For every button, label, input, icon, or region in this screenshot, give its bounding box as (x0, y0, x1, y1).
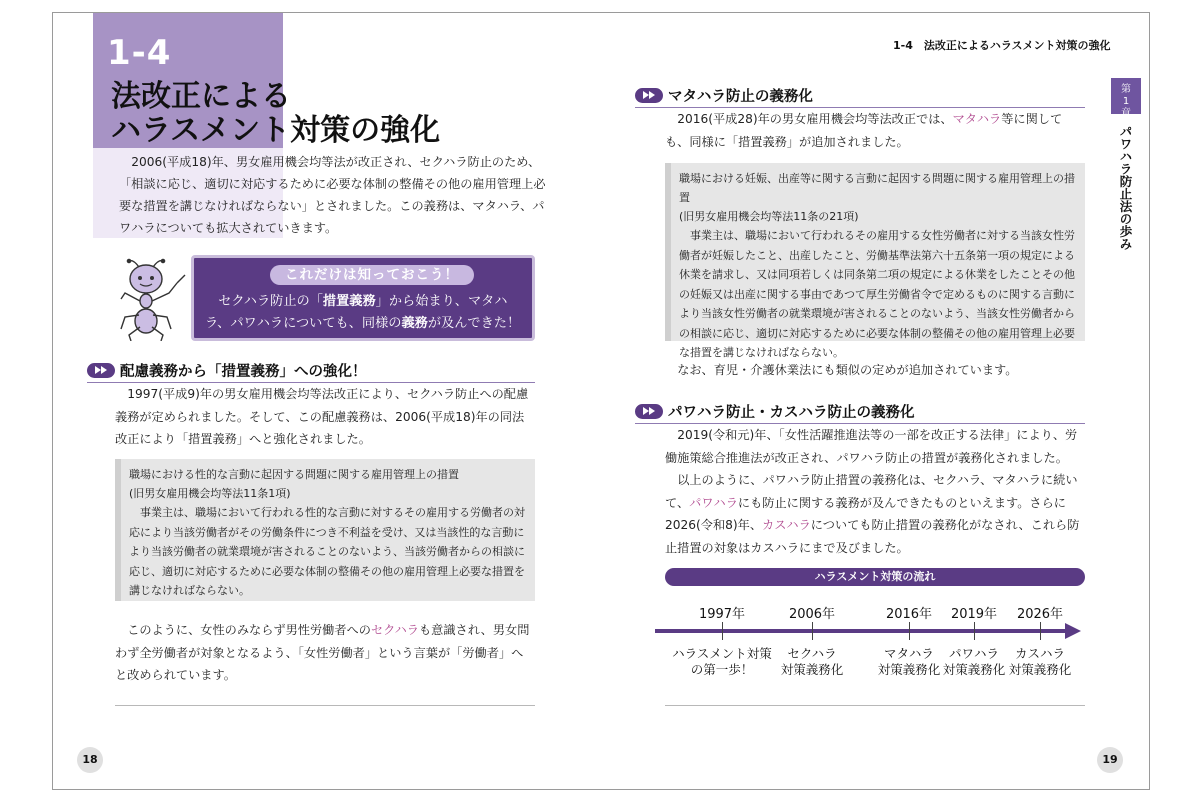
tip-text (205, 291, 530, 335)
timeline-year: 1997年 (698, 607, 746, 622)
chapter-tab-text: 1 (1122, 96, 1130, 107)
timeline-arrow-icon (1065, 623, 1081, 639)
section-heading-text: マタハラ防止の義務化 (668, 89, 813, 105)
section-heading (87, 360, 367, 381)
timeline-tick (909, 622, 910, 640)
law-quote-box (115, 459, 535, 601)
section-heading-text: 配慮義務から「措置義務」への強化！ (120, 364, 367, 380)
timeline-tick (722, 622, 723, 640)
running-head: 1-4 法改正によるハラスメント対策の強化 (893, 39, 1111, 52)
timeline-label-line: セクハラ (787, 646, 837, 661)
section2-text-part: 2016(平成28)年の男女雇用機会均等法改正では、 (677, 112, 953, 126)
section3-paragraph1: 2019(令和元)年、「女性活躍推進法等の一部を改正する法律」により、労働施策総合推進法が改正され、パワハラ防止の措置が義務化されました。 (665, 428, 1078, 465)
timeline-label (990, 646, 1090, 678)
section2-note: なお、育児・介護休業法にも類似の定めが追加されています。 (677, 363, 1018, 377)
section-marker-icon (87, 363, 115, 378)
timeline-label-line: ハラスメント対策 (672, 646, 772, 661)
timeline-year: 2026年 (1016, 607, 1064, 622)
timeline-label-line: 対策義務化 (780, 662, 844, 677)
section3-paragraph2 (665, 469, 1085, 559)
section-heading (635, 401, 915, 422)
section3-highlight: カスハラ (762, 518, 811, 532)
timeline-label-line: 対策義務化 (877, 662, 941, 677)
law-quote-box (665, 163, 1085, 359)
tip-title: これだけは知っておこう！ (270, 265, 474, 285)
chapter-tab-text: 章 (1121, 108, 1131, 119)
chapter-tab (1111, 78, 1141, 119)
timeline-label-line: 対策義務化 (1008, 662, 1072, 677)
section3-text-part: 以上のように、パワハラ防止措置の義務化は、セクハラ、マタハラに続いて、 (665, 473, 1078, 510)
section2-highlight: マタハラ (952, 112, 1002, 126)
section-heading (635, 85, 813, 106)
chapter-tab-text: 第 (1121, 84, 1131, 95)
timeline-line (655, 629, 1069, 633)
tip-text-bold: 義務 (401, 316, 428, 331)
intro-paragraph: 2006(平成18)年、男女雇用機会均等法が改正され、セクハラ防止のため、「相談に応じ、適切に対応するために必要な体制の整備その他の雇用管理上必要な措置を講じなければならない」とされました。この義務は、マタハラ、パワハラについても拡大されていきます。 (119, 155, 546, 235)
flow-title: ハラスメント対策の流れ (665, 568, 1085, 586)
law-quote-body: 事業主は、職場において行われる性的な言動に対するその雇用する労働者の対応により当該労働者がその労働条件につき不利益を受け、又は当該性的な言動により当該労働者の就業環境が害されることのないよう、当該労働者からの相談に応じ、適切に対応するために必要な体制の整備その他の雇用管理上必要な措置を講じなければならない。 (129, 506, 525, 597)
timeline-label (762, 646, 862, 678)
section-heading-text: パワハラ防止・カスハラ防止の義務化 (668, 405, 915, 421)
page-title-line1: 法改正による (111, 79, 291, 114)
book-spread (52, 12, 1150, 790)
tip-text-bold: 措置義務 (322, 294, 376, 309)
section2-paragraph (665, 108, 1085, 153)
timeline-year: 2019年 (950, 607, 998, 622)
tip-text-part: が及んできた！ (427, 316, 521, 331)
section3-text-part: にも防止に関する義務が及んできたものといえます。さらに2026(令和8)年、 (665, 495, 1066, 532)
timeline-year: 2016年 (885, 607, 933, 622)
closing-highlight: セクハラ (370, 623, 419, 637)
timeline-label-line: マタハラ (884, 646, 934, 661)
page-number-left: 18 (77, 747, 103, 773)
timeline-label (672, 646, 772, 678)
chapter-label: パワハラ防止法の歩み (1118, 125, 1133, 250)
law-quote-body: 事業主は、職場において行われるその雇用する女性労働者に対する当該女性労働者が妊娠したこと、出産したこと、労働基準法第六十五条第一項の規定による休業を請求し、又は同項若しくは同条第二項の規定による休業をしたことその他の妊娠又は出産に関する事由であつて厚生労働省令で定めるものに関する言動により当該女性労働者の就業環境が害されることのないよう、当該女性労働者からの相談に応じ、適切に対応するために必要な体制の整備その他の雇用管理上必要な措置を講じなければならない。 (679, 229, 1075, 359)
page-title-line2: ハラスメント対策の強化 (111, 113, 441, 148)
section-marker-icon (635, 404, 663, 419)
section2-text-part: 等に関しても、同様に「措置義務」が追加されました。 (665, 112, 1063, 149)
tip-text-part: 」から始まり、マタハラ、パワハラについても、同様の (205, 294, 508, 331)
section3-highlight: パワハラ (689, 495, 738, 510)
section1-paragraph: 1997(平成9)年の男女雇用機会均等法改正により、セクハラ防止への配慮義務が定められました。そして、この配慮義務は、2006(平成18)年の同法改正により「措置義務」へと強化されました。 (115, 387, 529, 446)
section-number: 1-4 (107, 33, 172, 73)
tip-text-part: セクハラ防止の「 (218, 294, 323, 309)
timeline-tick (1040, 622, 1041, 640)
ant-mascot-icon (115, 257, 189, 341)
law-quote-title: 職場における性的な言動に起因する問題に関する雇用管理上の措置 (129, 468, 459, 481)
timeline-label-line: 対策義務化 (942, 662, 1006, 677)
closing-paragraph (115, 619, 535, 687)
law-quote-source: (旧男女雇用機会均等法11条の21項) (679, 210, 859, 223)
law-quote-title: 職場における妊娠、出産等に関する言動に起因する問題に関する雇用管理上の措置 (679, 172, 1075, 204)
closing-text-part: も意識され、男女問わず全労働者が対象となるよう、「女性労働者」という言葉が「労働者」へと改められています。 (115, 623, 530, 682)
section3-text-part: についても防止措置の義務化がなされ、これら防止措置の対象はカスハラにまで及びました。 (665, 518, 1080, 555)
closing-text-part: このように、女性のみならず男性労働者への (127, 623, 371, 637)
timeline-tick (974, 622, 975, 640)
law-quote-source: (旧男女雇用機会均等法11条1項) (129, 487, 291, 500)
section-marker-icon (635, 88, 663, 103)
timeline-label-line: カスハラ (1014, 646, 1065, 661)
timeline-tick (812, 622, 813, 640)
timeline-label-line: の第一歩！ (690, 662, 754, 677)
timeline-year: 2006年 (788, 607, 836, 622)
bottom-rule (115, 705, 535, 706)
page-number-right: 19 (1097, 747, 1123, 773)
timeline-label-line: パワハラ (948, 646, 999, 661)
bottom-rule (665, 705, 1085, 706)
